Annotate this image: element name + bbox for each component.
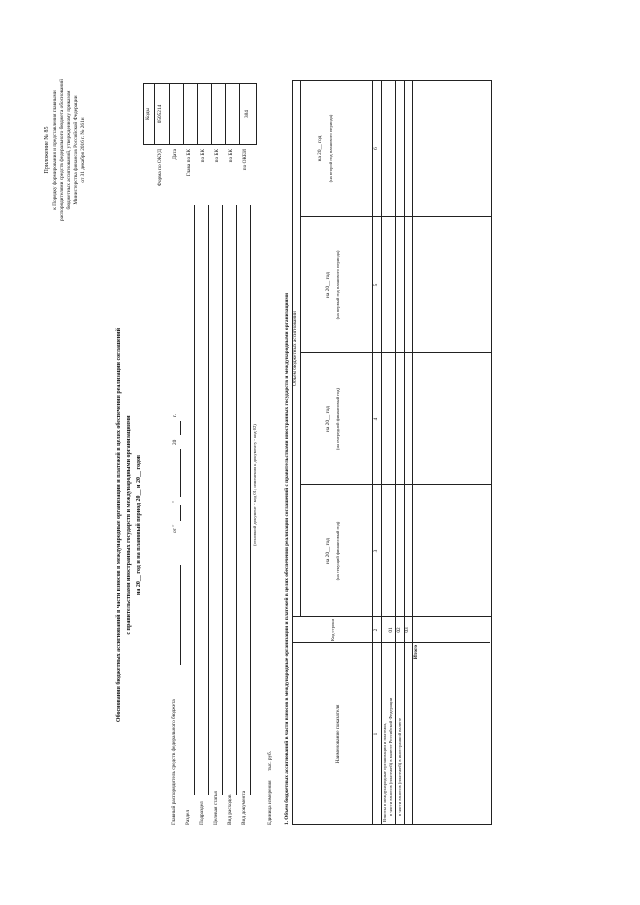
- date-year: 20: [172, 439, 178, 445]
- total-label: Итого: [413, 645, 419, 660]
- col-header-code: Код строки: [330, 619, 335, 641]
- row-code: 02: [396, 627, 402, 633]
- col-header-year-4-sub: (на второй год планового периода): [328, 114, 333, 183]
- row-name: в части взносов (платежей) в иностранной валюте: [397, 717, 402, 816]
- codes-header: Коды: [145, 107, 151, 121]
- target-item-code-label: по БК: [228, 149, 234, 163]
- row-code: 03: [404, 627, 410, 633]
- field-expense-type: Вид расходов: [227, 794, 233, 825]
- section-code-label: по БК: [200, 149, 206, 163]
- appendix-line-3: распорядителями средств федерального бюджета обоснований: [59, 79, 65, 221]
- col-header-year-1-sub: (на текущий финансовый год): [335, 521, 340, 581]
- unit-value: тыс. руб.: [267, 750, 273, 771]
- field-section: Раздел: [185, 810, 191, 825]
- col-header-name: Наименование показателя: [335, 704, 341, 764]
- col-number-1: 1: [373, 732, 379, 736]
- title-line-3: на 20__ год и на плановый период 20__ и 20__ годов: [136, 454, 142, 596]
- col-header-year-2-sub: (на очередной финансовый год): [335, 387, 340, 451]
- section-title: 1. Объем бюджетных ассигнований в части взносов в международные организации и платежей в целях обеспечения реализации соглашений с правительствами иностранных государств и международными организациями: [284, 292, 290, 825]
- okei-label: по ОКЕИ: [242, 149, 248, 171]
- row-code: 01: [388, 627, 394, 633]
- field-main-manager: Главный распорядитель средств федерального бюджета: [171, 699, 177, 825]
- row-name: Взносы в международные организации и платежи,: [382, 722, 387, 822]
- appendix-line-5: Министерства финансов Российской Федерации: [73, 95, 79, 205]
- appendix-line-2: к Порядку формирования и представления главными: [52, 90, 58, 210]
- col-number-3: 3: [373, 549, 379, 553]
- document-type-note: (основной документ - код 01; изменения к документу - код 02): [252, 424, 257, 546]
- date-label: Дата: [172, 149, 178, 160]
- col-header-year-1: на 20__ год: [325, 538, 331, 564]
- field-subsection: Подраздел: [199, 801, 205, 825]
- field-unit: Единица измерения: [267, 780, 273, 825]
- col-number-4: 4: [373, 417, 379, 421]
- col-header-volume: Объем бюджетных ассигнований: [292, 311, 298, 386]
- row-name: в части взносов (платежей) в валюте Российской Федерации: [388, 697, 393, 816]
- okud-code: 0505214: [157, 104, 163, 124]
- okei-code: 384: [244, 110, 250, 118]
- field-document-type: Вид документа: [241, 790, 247, 825]
- date-suffix: г.: [172, 414, 178, 417]
- subsection-code-label: по БК: [214, 149, 220, 163]
- title-line-1: Обоснования бюджетных ассигнований в части взносов в международные организации и платежей в целях обеспечения реализации соглашений: [116, 327, 122, 723]
- title-line-2: с правительствами иностранных государств и международными организациями: [126, 415, 132, 635]
- chapter-label: Глава по БК: [186, 149, 192, 177]
- col-number-6: 6: [373, 147, 379, 150]
- col-header-year-2: на 20__ год: [325, 406, 331, 432]
- col-number-2: 2: [373, 628, 379, 632]
- col-number-5: 5: [373, 283, 379, 287]
- appendix-line-6: от 31 декабря 2016 г. № 261н: [80, 117, 86, 183]
- col-header-year-4: на 20__ год: [317, 135, 323, 162]
- col-header-year-3-sub: (на первый год планового периода): [335, 250, 340, 320]
- field-target-item: Целевая статья: [213, 791, 219, 825]
- date-from: от ": [172, 524, 178, 533]
- col-header-year-3: на 20__ год: [325, 272, 331, 298]
- appendix-line-4: бюджетных ассигнований, утвержденному приказом: [66, 90, 72, 210]
- okud-label: Форма по ОКУД: [157, 149, 163, 187]
- appendix-line-1: Приложение № 85: [44, 126, 50, 174]
- date-quote: ": [172, 500, 178, 503]
